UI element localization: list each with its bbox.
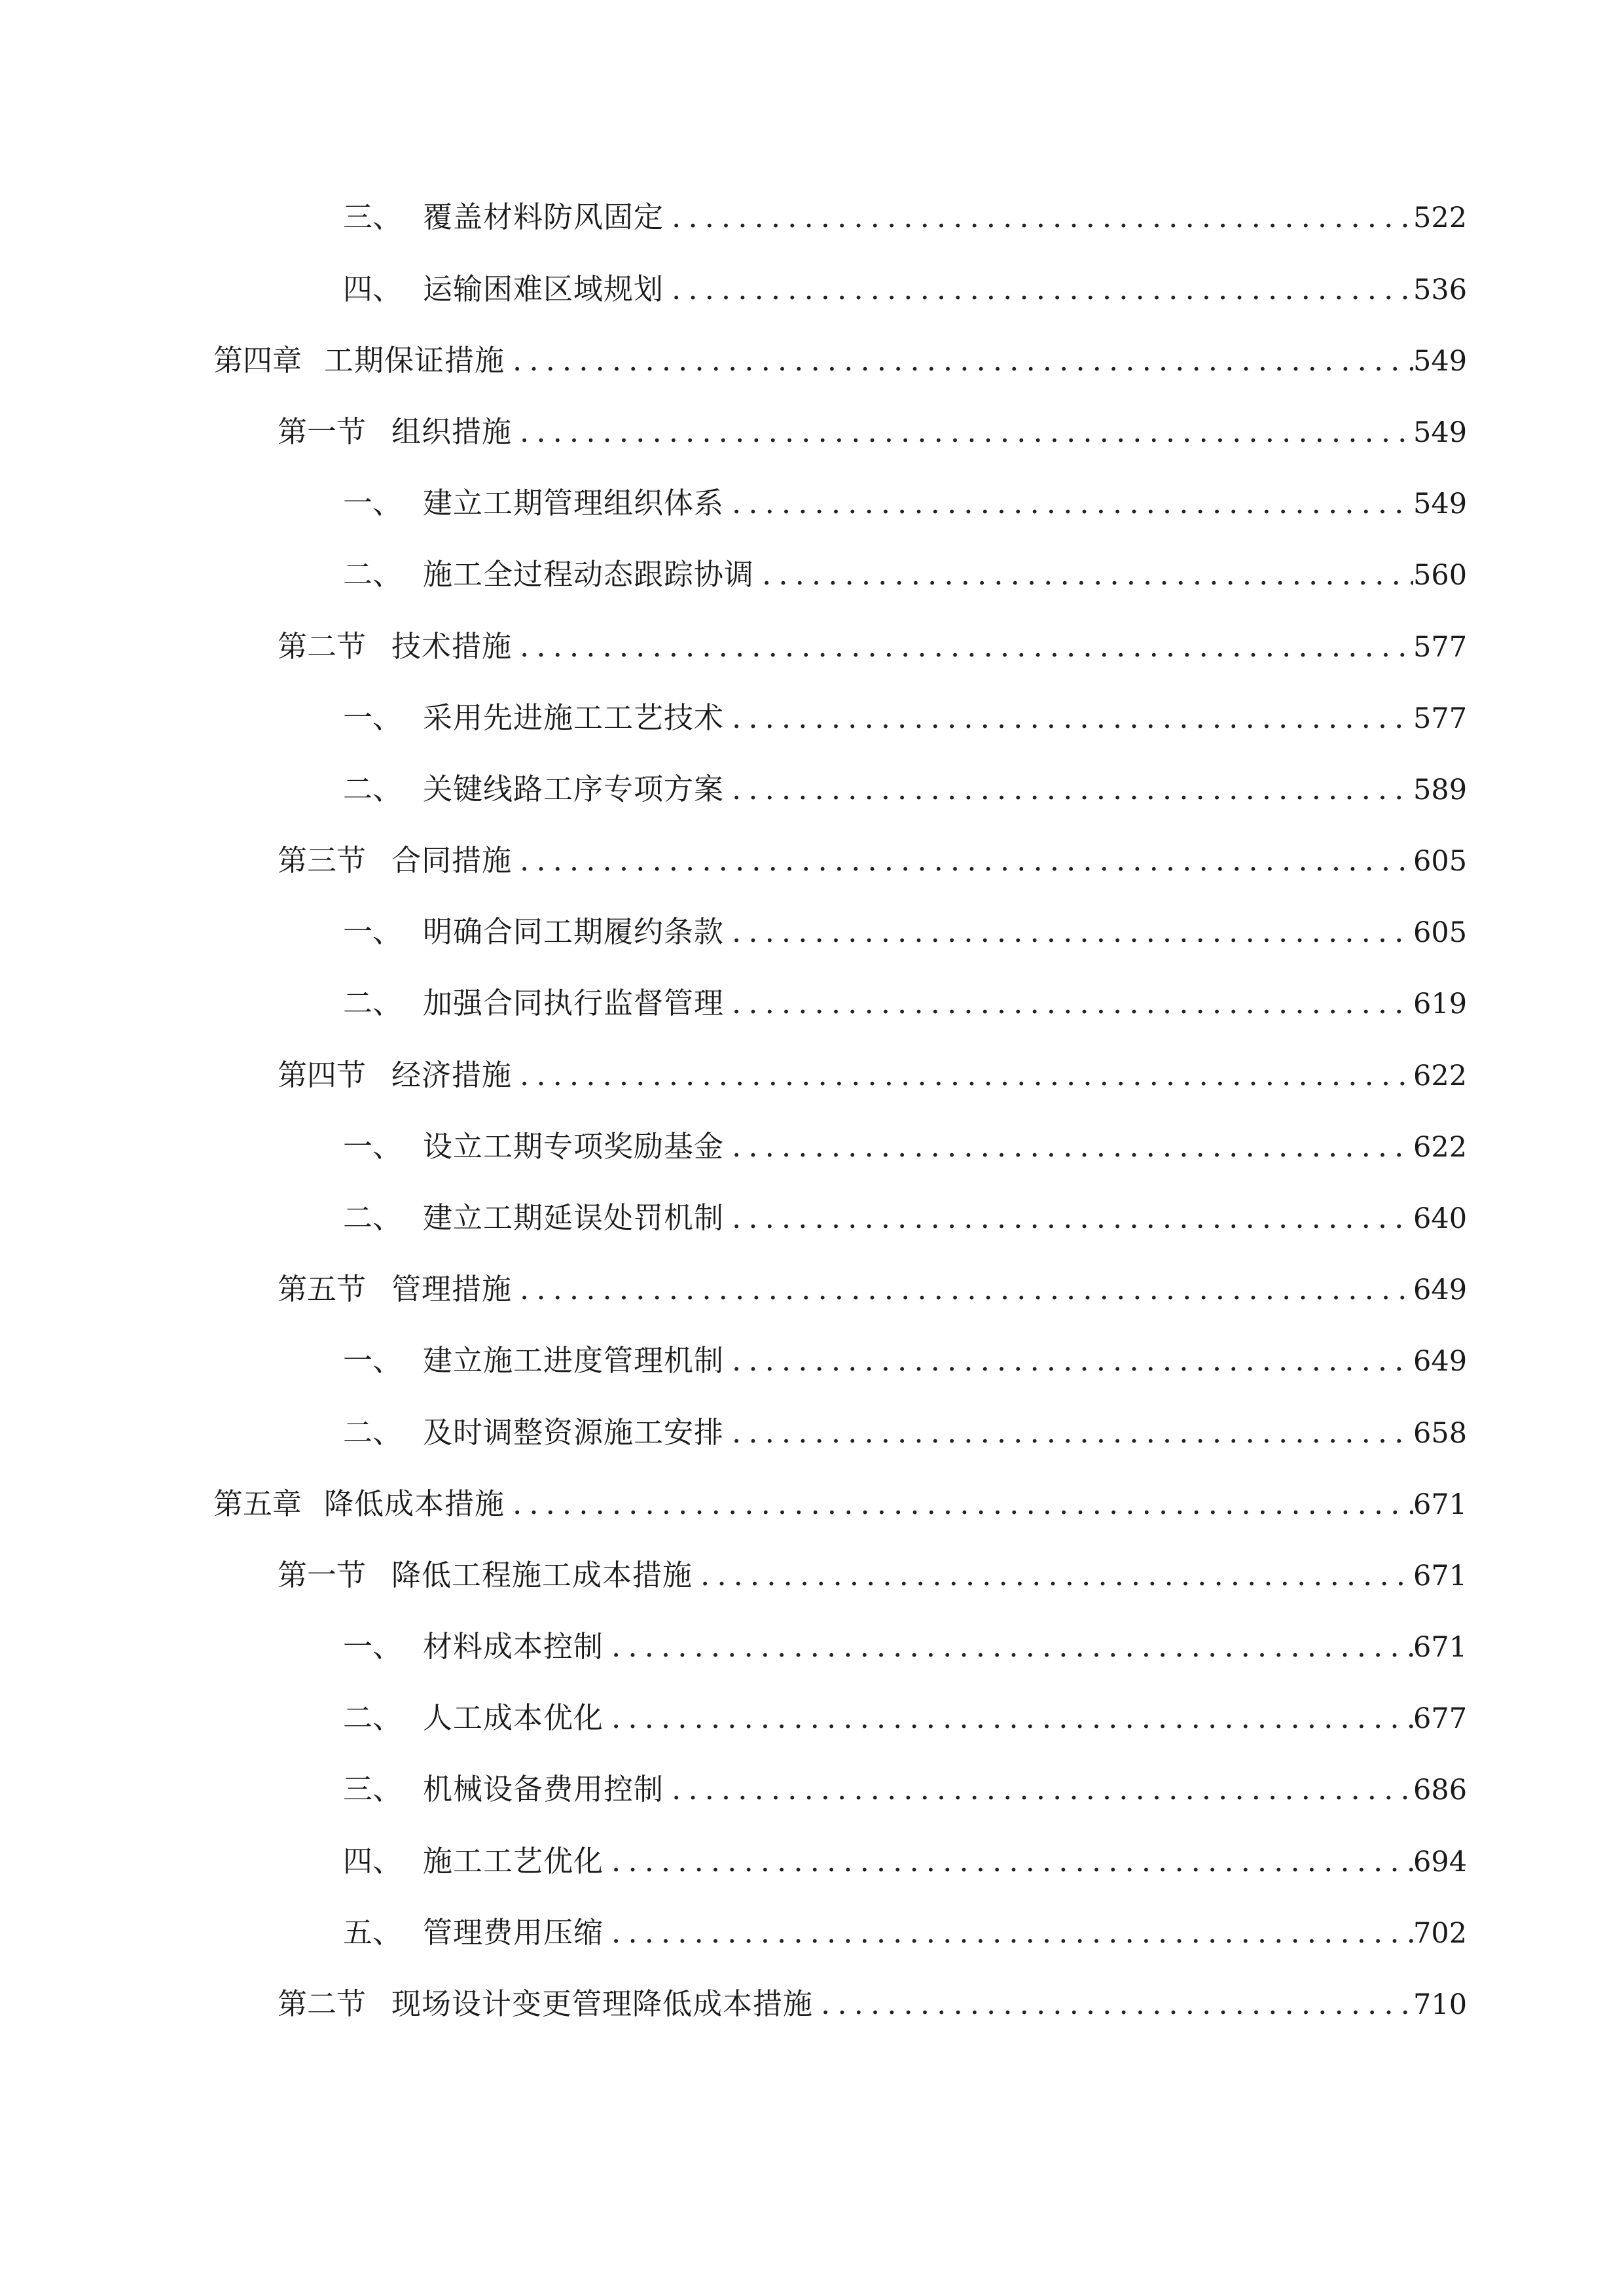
toc-entry-title: 机械设备费用控制 — [423, 1772, 664, 1806]
toc-entry-number: 一、 — [343, 1343, 403, 1378]
toc-entry-number: 第一节 — [278, 1558, 367, 1592]
toc-entry-title: 设立工期专项奖励基金 — [423, 1129, 725, 1164]
toc-entry[interactable] — [343, 1767, 1466, 1812]
dot-leader — [512, 1052, 1413, 1098]
toc-entry-number: 三、 — [343, 1772, 403, 1806]
toc-entry-number: 二、 — [343, 557, 403, 592]
toc-entry-title: 管理措施 — [391, 1272, 513, 1306]
toc-entry-title: 经济措施 — [391, 1058, 513, 1092]
toc-entry[interactable] — [343, 1195, 1466, 1241]
toc-entry-page: 549 — [1413, 416, 1468, 449]
toc-entry[interactable] — [213, 338, 1466, 384]
toc-entry-number: 一、 — [343, 700, 403, 735]
dot-leader — [724, 1195, 1413, 1241]
dot-leader — [754, 552, 1413, 598]
dot-leader — [724, 980, 1413, 1026]
toc-entry-title: 人工成本优化 — [423, 1700, 604, 1735]
toc-entry[interactable] — [278, 1052, 1466, 1098]
toc-entry-page: 605 — [1413, 845, 1468, 878]
toc-entry-title: 工期保证措施 — [324, 343, 505, 378]
dot-leader — [505, 1481, 1413, 1527]
toc-entry-number: 第二节 — [278, 1986, 367, 2021]
toc-entry-title: 建立工期延误处罚机制 — [423, 1200, 725, 1235]
toc-entry-page: 677 — [1413, 1702, 1468, 1735]
toc-entry-page: 658 — [1413, 1417, 1468, 1450]
dot-leader — [724, 766, 1413, 812]
toc-entry[interactable] — [278, 1552, 1466, 1598]
dot-leader — [664, 266, 1413, 312]
toc-entry-page: 671 — [1413, 1631, 1468, 1664]
toc-entry-number: 二、 — [343, 1200, 403, 1235]
toc-entry[interactable] — [343, 1839, 1466, 1884]
toc-entry-number: 三、 — [343, 200, 403, 234]
dot-leader — [512, 1266, 1413, 1312]
dot-leader — [724, 1338, 1413, 1384]
toc-entry-page: 536 — [1413, 274, 1468, 306]
dot-leader — [505, 338, 1413, 384]
toc-entry[interactable] — [343, 1124, 1466, 1170]
toc-entry-page: 671 — [1413, 1488, 1468, 1521]
toc-entry-title: 采用先进施工工艺技术 — [423, 700, 725, 735]
toc-entry-page: 619 — [1413, 988, 1468, 1020]
toc-entry[interactable] — [278, 838, 1466, 884]
toc-entry-number: 第四节 — [278, 1058, 367, 1092]
dot-leader — [724, 909, 1413, 955]
toc-entry[interactable] — [343, 194, 1466, 240]
toc-entry-number: 第一节 — [278, 414, 367, 449]
dot-leader — [724, 480, 1413, 526]
toc-entry-page: 671 — [1413, 1560, 1468, 1592]
dot-leader — [664, 1767, 1413, 1812]
toc-entry-number: 一、 — [343, 486, 403, 520]
toc-entry-page: 605 — [1413, 916, 1468, 949]
toc-entry-title: 施工工艺优化 — [423, 1844, 604, 1878]
toc-entry-number: 四、 — [343, 1844, 403, 1878]
toc-entry[interactable] — [343, 1624, 1466, 1670]
toc-entry[interactable] — [343, 909, 1466, 955]
toc-entry[interactable] — [343, 480, 1466, 526]
toc-entry-title: 材料成本控制 — [423, 1629, 604, 1664]
toc-entry[interactable] — [343, 766, 1466, 812]
dot-leader — [512, 838, 1413, 884]
toc-entry-page: 710 — [1413, 1988, 1468, 2021]
dot-leader — [604, 1839, 1413, 1884]
toc-entry-page: 694 — [1413, 1846, 1468, 1878]
dot-leader — [693, 1552, 1413, 1598]
toc-entry-title: 加强合同执行监督管理 — [423, 986, 725, 1020]
dot-leader — [724, 1410, 1413, 1456]
toc-entry-title: 降低成本措施 — [324, 1486, 505, 1521]
toc-entry[interactable] — [343, 266, 1466, 312]
toc-entry[interactable] — [278, 624, 1466, 670]
toc-entry-number: 一、 — [343, 914, 403, 949]
dot-leader — [604, 1695, 1413, 1741]
toc-entry-number: 第二节 — [278, 629, 367, 664]
toc-entry-title: 明确合同工期履约条款 — [423, 914, 725, 949]
dot-leader — [724, 1124, 1413, 1170]
toc-entry[interactable] — [343, 1410, 1466, 1456]
toc-entry-page: 589 — [1413, 774, 1468, 806]
toc-entry[interactable] — [278, 1266, 1466, 1312]
toc-entry-title: 及时调整资源施工安排 — [423, 1415, 725, 1450]
toc-entry-number: 第五节 — [278, 1272, 367, 1306]
toc-entry-page: 702 — [1413, 1917, 1468, 1950]
toc-entry-number: 第三节 — [278, 843, 367, 878]
toc-entry[interactable] — [343, 552, 1466, 598]
toc-entry-page: 560 — [1413, 559, 1468, 592]
toc-entry[interactable] — [343, 695, 1466, 741]
toc-entry-title: 建立施工进度管理机制 — [423, 1343, 725, 1378]
toc-entry-number: 一、 — [343, 1129, 403, 1164]
toc-entry[interactable] — [213, 1481, 1466, 1527]
toc-entry-number: 一、 — [343, 1629, 403, 1664]
toc-entry-title: 关键线路工序专项方案 — [423, 772, 725, 806]
toc-entry[interactable] — [343, 980, 1466, 1026]
toc-entry-page: 640 — [1413, 1202, 1468, 1235]
toc-entry[interactable] — [278, 409, 1466, 455]
toc-entry-number: 二、 — [343, 986, 403, 1020]
toc-entry-title: 组织措施 — [391, 414, 513, 449]
toc-entry[interactable] — [343, 1910, 1466, 1956]
dot-leader — [724, 695, 1413, 741]
toc-entry-title: 建立工期管理组织体系 — [423, 486, 725, 520]
toc-entry-number: 四、 — [343, 272, 403, 306]
toc-entry-number: 五、 — [343, 1915, 403, 1950]
dot-leader — [604, 1910, 1413, 1956]
toc-entry-number: 二、 — [343, 772, 403, 806]
toc-entry-number: 第四章 — [213, 343, 302, 378]
toc-entry-title: 降低工程施工成本措施 — [391, 1558, 693, 1592]
toc-entry-number: 二、 — [343, 1700, 403, 1735]
dot-leader — [813, 1981, 1413, 2027]
toc-entry-title: 合同措施 — [391, 843, 513, 878]
toc-entry-title: 运输困难区域规划 — [423, 272, 664, 306]
toc-entry-title: 技术措施 — [391, 629, 513, 664]
toc-entry[interactable] — [278, 1981, 1466, 2027]
toc-entry-page: 686 — [1413, 1774, 1468, 1806]
dot-leader — [604, 1624, 1413, 1670]
toc-entry-title: 管理费用压缩 — [423, 1915, 604, 1950]
toc-entry-number: 二、 — [343, 1415, 403, 1450]
toc-entry-page: 649 — [1413, 1274, 1468, 1306]
toc-entry-page: 522 — [1413, 202, 1468, 234]
toc-entry-title: 现场设计变更管理降低成本措施 — [391, 1986, 814, 2021]
toc-entry-title: 覆盖材料防风固定 — [423, 200, 664, 234]
toc-entry-page: 577 — [1413, 702, 1468, 735]
toc-entry-page: 622 — [1413, 1131, 1468, 1164]
toc-entry[interactable] — [343, 1338, 1466, 1384]
toc-entry-page: 549 — [1413, 488, 1468, 520]
toc-entry-title: 施工全过程动态跟踪协调 — [423, 557, 755, 592]
toc-entry-page: 549 — [1413, 345, 1468, 378]
toc-entry-page: 649 — [1413, 1345, 1468, 1378]
toc-entry[interactable] — [343, 1695, 1466, 1741]
toc-entry-page: 577 — [1413, 631, 1468, 664]
dot-leader — [512, 409, 1413, 455]
toc-entry-number: 第五章 — [213, 1486, 302, 1521]
dot-leader — [512, 624, 1413, 670]
dot-leader — [664, 194, 1413, 240]
toc-entry-page: 622 — [1413, 1060, 1468, 1092]
